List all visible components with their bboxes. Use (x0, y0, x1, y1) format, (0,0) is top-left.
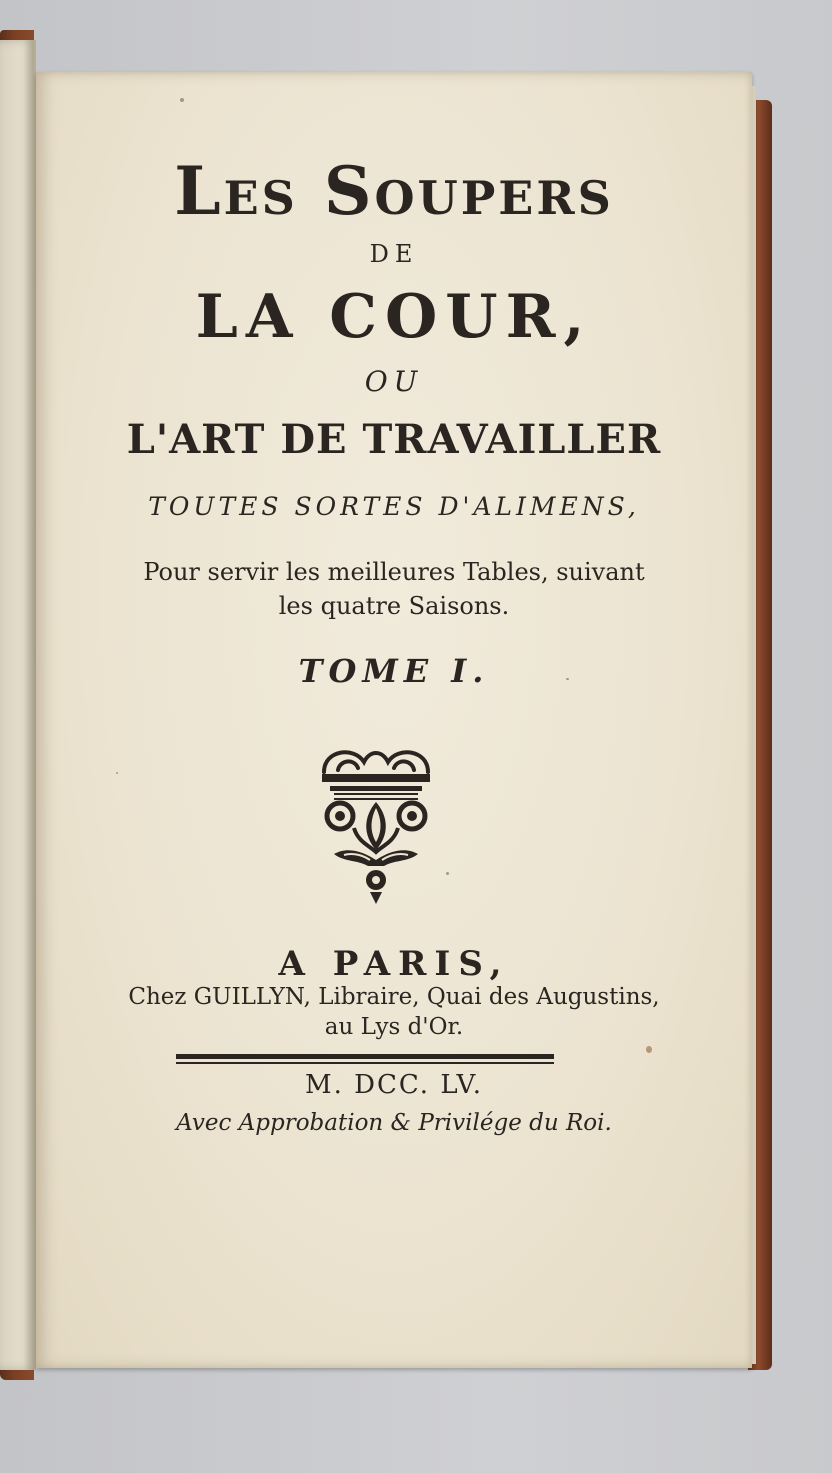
subtitle-line-3: les quatre Saisons. (278, 592, 510, 620)
subtitle-line-2: Pour servir les meilleures Tables, suivant (143, 558, 645, 586)
title-page (36, 72, 752, 1368)
title-line-2: DE (369, 240, 419, 268)
imprint-publisher-line-1: Chez GUILLYN, Libraire, Quai des Augustins, (128, 984, 660, 1010)
imprint-place: A PARIS, (278, 944, 510, 984)
left-page-leaf (0, 40, 36, 1370)
title-line-4: OU (364, 365, 424, 398)
title-line-1: Les Soupers (174, 152, 614, 230)
imprint-approbation: Avec Approbation & Privilége du Roi. (176, 1110, 612, 1136)
title-line-5: L'ART DE TRAVAILLER (126, 416, 662, 463)
thin-rule (176, 1062, 554, 1064)
paper-speck (116, 772, 118, 774)
fleuron-ornament-icon (314, 742, 438, 906)
paper-speck (646, 1046, 652, 1053)
title-line-3: LA COUR, (195, 282, 593, 352)
volume-label: TOME I. (298, 652, 490, 690)
thick-rule (176, 1054, 554, 1059)
subtitle-line-1: TOUTES SORTES D'ALIMENS, (148, 492, 640, 521)
imprint-publisher-line-2: au Lys d'Or. (324, 1014, 464, 1040)
imprint-date: M. DCC. LV. (304, 1070, 484, 1100)
paper-speck (180, 98, 184, 102)
paper-speck (446, 872, 449, 875)
